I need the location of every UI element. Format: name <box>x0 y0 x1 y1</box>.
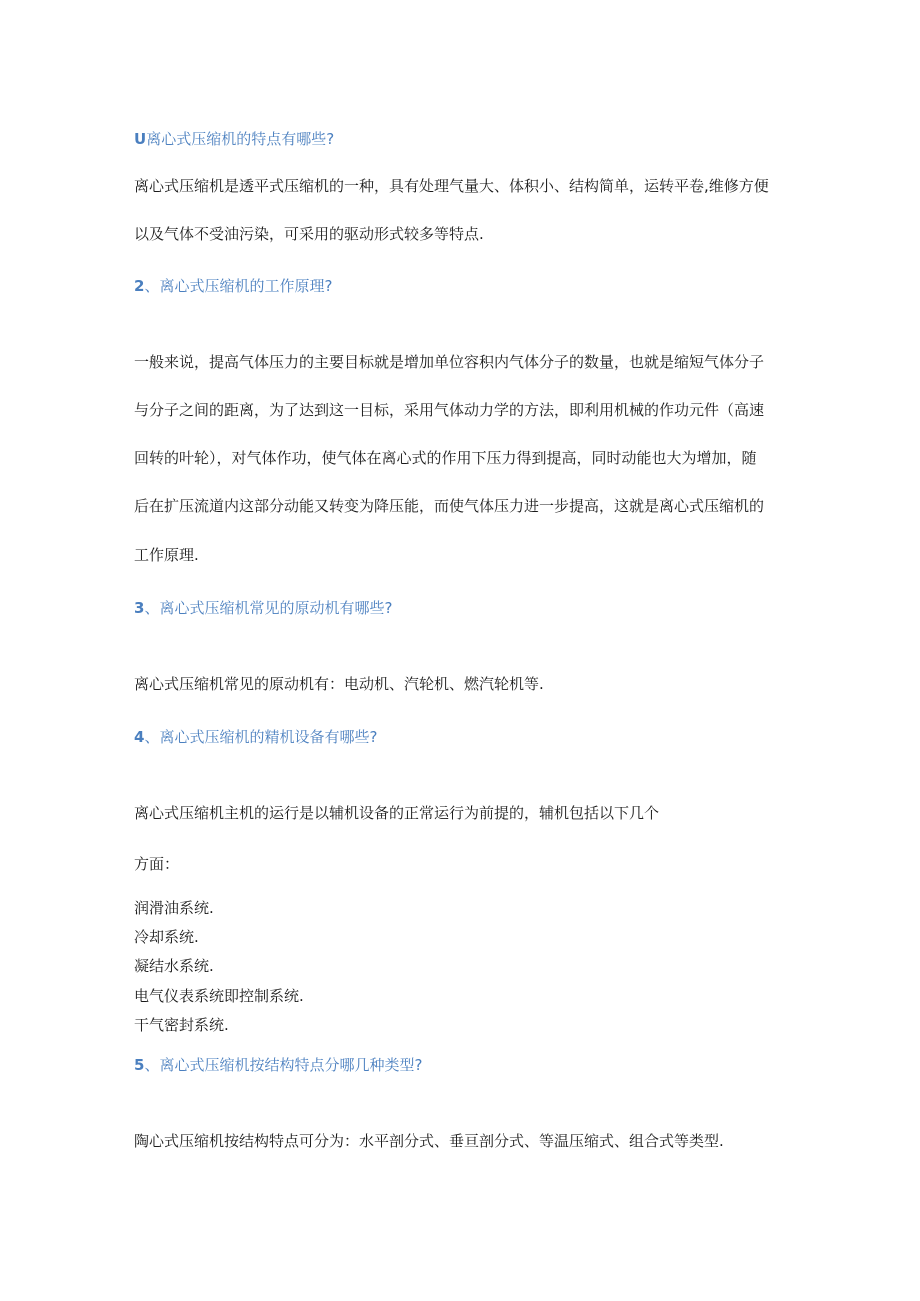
section-heading-5 <box>134 1055 422 1075</box>
heading-number: 2 <box>134 277 145 295</box>
heading-title: 、离心式压缩机按结构特点分哪几种类型? <box>144 1056 423 1074</box>
paragraph-line: 回转的叶轮），对气体作功，使气体在离心式的作用下压力得到提高，同时动能也大为增加，随 <box>134 449 757 467</box>
heading-number: 5 <box>134 1056 145 1074</box>
section-heading-4 <box>134 727 377 747</box>
paragraph-line: 一般来说，提高气体压力的主要目标就是增加单位容积内气体分子的数量，也就是缩短气体分子 <box>134 353 765 371</box>
paragraph-line: 以及气体不受油污染，可采用的驱动形式较多等特点. <box>134 225 484 243</box>
paragraph-line: 离心式压缩机主机的运行是以辅机设备的正常运行为前提的，辅机包括以下几个 <box>134 804 660 822</box>
paragraph-line: 与分子之间的距离，为了达到这一目标，采用气体动力学的方法，即利用机械的作功元件（高速 <box>134 401 765 419</box>
heading-title: 离心式压缩机的特点有哪些? <box>146 130 335 148</box>
section-heading-3 <box>134 598 392 618</box>
paragraph-line: 后在扩压流道内这部分动能又转变为降压能，而使气体压力进一步提高，这就是离心式压缩机的 <box>134 497 765 515</box>
paragraph-line: 工作原理. <box>134 546 199 564</box>
paragraph-line: 陶心式压缩机按结构特点可分为：水平剖分式、垂亘剖分式、等温压缩式、组合式等类型. <box>134 1132 724 1150</box>
list-item: 冷却系统. <box>134 928 199 946</box>
section-heading-1 <box>134 129 334 149</box>
heading-title: 、离心式压缩机的精机设备有哪些? <box>144 728 378 746</box>
section-heading-2 <box>134 276 332 296</box>
paragraph-line: 方面： <box>134 855 180 873</box>
list-item: 干气密封系统. <box>134 1016 229 1034</box>
list-item: 润滑油系统. <box>134 899 214 917</box>
heading-number: U <box>134 130 147 148</box>
heading-title: 、离心式压缩机常见的原动机有哪些? <box>144 599 393 617</box>
heading-title: 、离心式压缩机的工作原理? <box>144 277 333 295</box>
heading-number: 3 <box>134 599 145 617</box>
list-item: 电气仪表系统即控制系统. <box>134 987 304 1005</box>
paragraph-line: 离心式压缩机是透平式压缩机的一种，具有处理气量大、体积小、结构简单，运转平卷,维修方便 <box>134 177 769 195</box>
paragraph-line: 离心式压缩机常见的原动机有：电动机、汽轮机、燃汽轮机等. <box>134 675 544 693</box>
list-item: 凝结水系统. <box>134 957 214 975</box>
heading-number: 4 <box>134 728 145 746</box>
